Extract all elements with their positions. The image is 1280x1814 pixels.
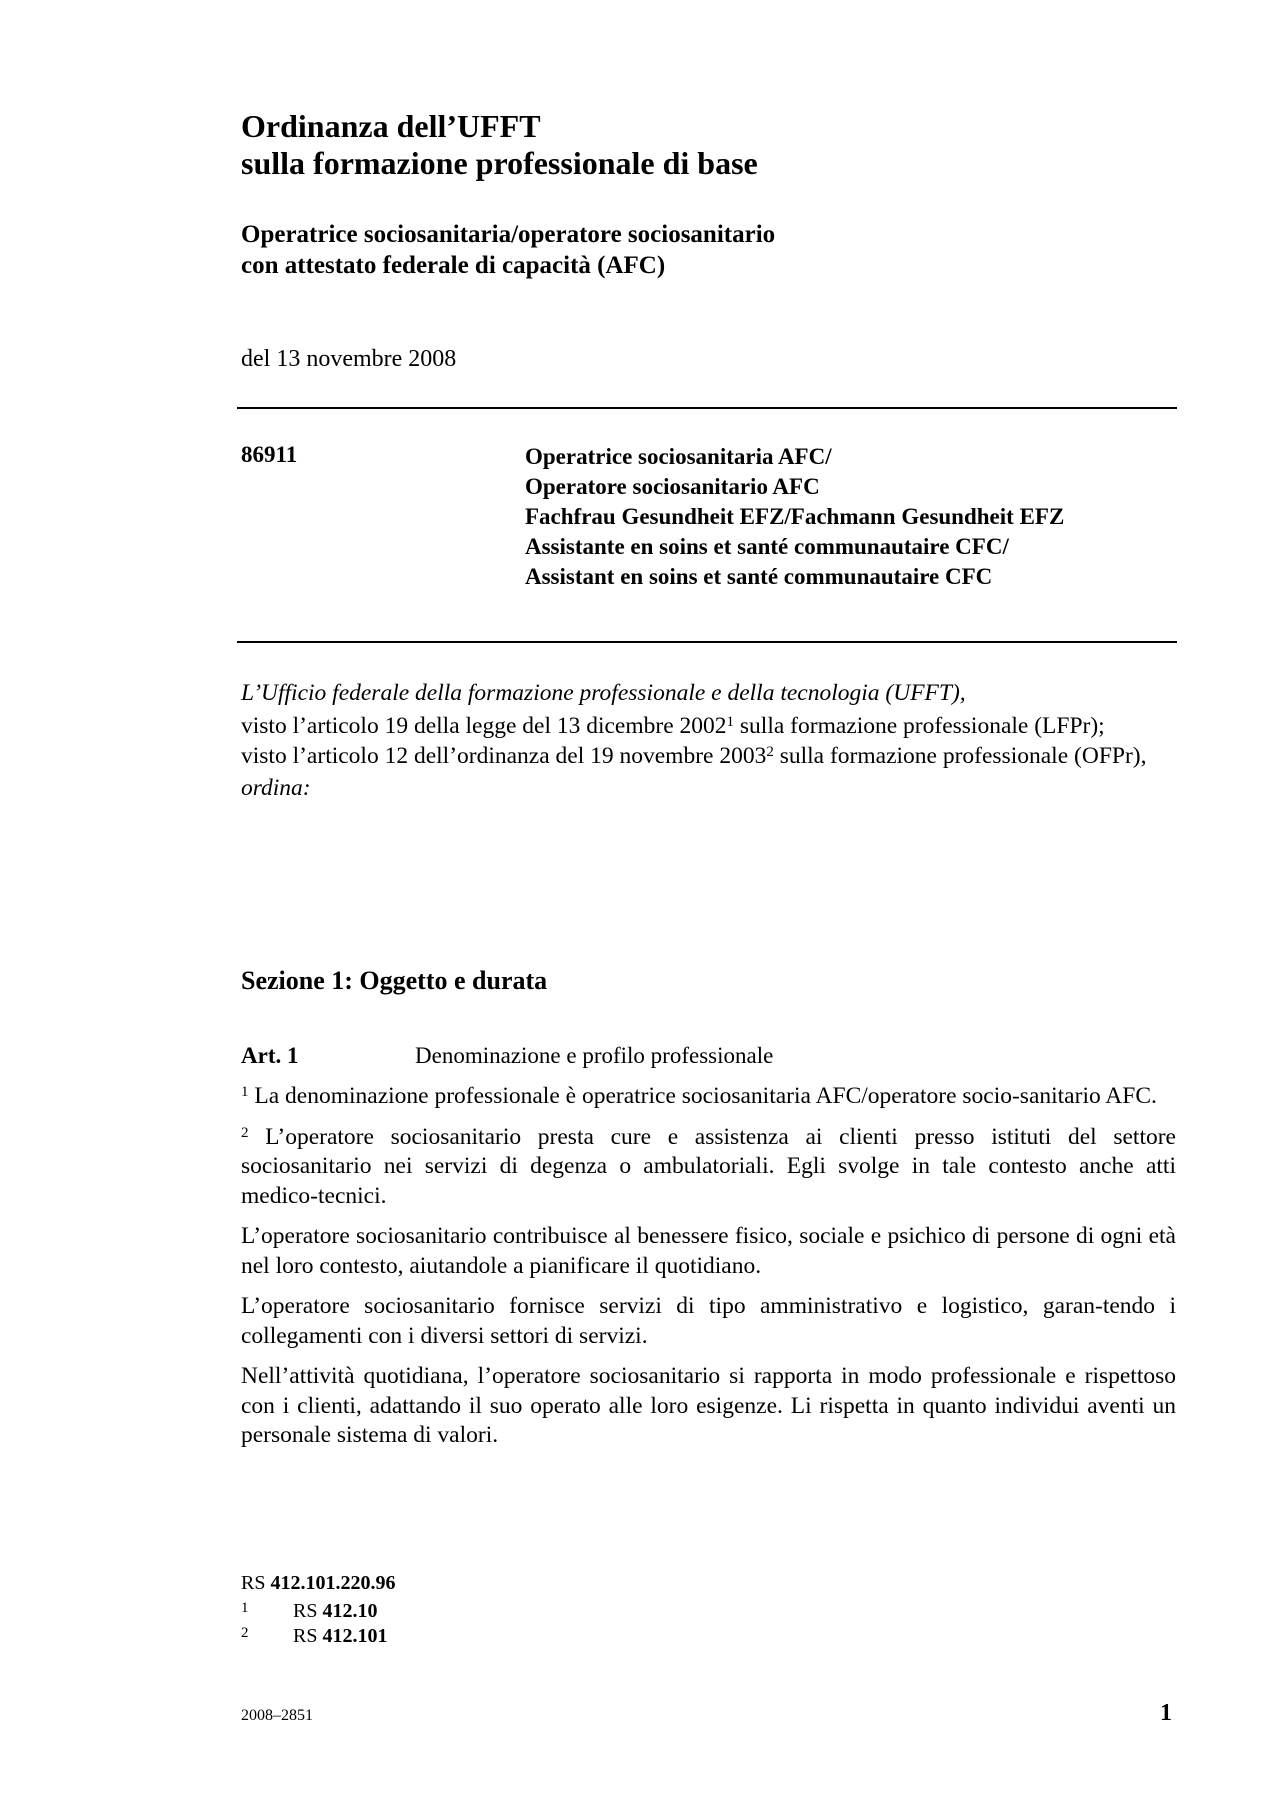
preamble-authority: L’Ufficio federale della formazione professionale e della tecnologia (UFFT), — [241, 680, 966, 706]
preamble-visto-2: visto l’articolo 12 dell’ordinanza del 19 novembre 2003$^2$ sulla formazione professionale (OFPr), — [241, 743, 1147, 769]
subtitle-line-2: con attestato federale di capacità (AFC) — [241, 252, 666, 279]
footnote-ref-2: 2 — [766, 744, 774, 760]
profession-name: Operatore sociosanitario AFC — [525, 474, 820, 499]
document-date: del 13 novembre 2008 — [241, 346, 457, 372]
section-title: Sezione 1: Oggetto e durata — [241, 966, 548, 995]
profession-code: 86911 — [241, 442, 298, 467]
paragraph-5: Nell’attività quotidiana, l’operatore sociosanitario si rapporta in modo professionale e rispettoso con i clienti, adattando il suo operato alle loro esigenze. Li rispetta in quanto individui aventi un personale sistema di valori. — [241, 1363, 1176, 1448]
paragraph-4: L’operatore sociosanitario fornisce servizi di tipo amministrativo e logistico, garan-tendo i collegamenti con i diversi settori di servizi. — [241, 1293, 1176, 1349]
page-number: 1 — [1160, 1700, 1172, 1726]
top-divider — [237, 407, 1177, 409]
paragraph-2: $^2$ L’operatore sociosanitario presta cure e assistenza ai clienti presso istituti del settore sociosanitario nei servizi di degenza o ambulatoriali. Egli svolge in tale contesto anche atti medico-tecnici. — [241, 1123, 1176, 1209]
article-number: Art. 1 — [241, 1043, 299, 1068]
preamble-ordina: ordina: — [241, 775, 311, 801]
preamble-visto-1: visto l’articolo 19 della legge del 13 dicembre 2002$^1$ sulla formazione professionale (LFPr); — [241, 713, 1105, 739]
document-subtitle — [241, 219, 775, 281]
profession-name: Assistant en soins et santé communautaire CFC — [525, 564, 993, 589]
profession-name: Operatrice sociosanitaria AFC/ — [525, 444, 832, 469]
profession-name: Fachfrau Gesundheit EFZ/Fachmann Gesundheit EFZ — [525, 504, 1065, 529]
article-body — [241, 1082, 1176, 1462]
preamble — [241, 678, 1181, 803]
article-title: Denominazione e profilo professionale — [415, 1043, 774, 1068]
profession-names — [525, 442, 1064, 592]
paragraph-1: $^1$ La denominazione professionale è operatrice sociosanitaria AFC/operatore socio-sanitario AFC. — [241, 1083, 1157, 1109]
footnote-1: 1 RS 412.10 — [241, 1600, 378, 1622]
bottom-divider — [237, 641, 1177, 643]
document-code: 2008–2851 — [241, 1707, 313, 1724]
footnote-ref-1: 1 — [726, 714, 735, 730]
document-title — [241, 108, 758, 182]
footnote-2: 2 RS 412.101 — [241, 1625, 388, 1647]
paragraph-3: L’operatore sociosanitario contribuisce al benessere fisico, sociale e psichico di persone di ogni età nel loro contesto, aiutandole a pianificare il quotidiano. — [241, 1223, 1176, 1279]
title-line-2: sulla formazione professionale di base — [241, 145, 758, 181]
title-line-1: Ordinanza dell’UFFT — [241, 108, 541, 144]
profession-name: Assistante en soins et santé communautaire CFC/ — [525, 534, 1009, 559]
subtitle-line-1: Operatrice sociosanitaria/operatore sociosanitario — [241, 221, 776, 248]
rs-reference: RS 412.101.220.96 — [241, 1572, 396, 1594]
